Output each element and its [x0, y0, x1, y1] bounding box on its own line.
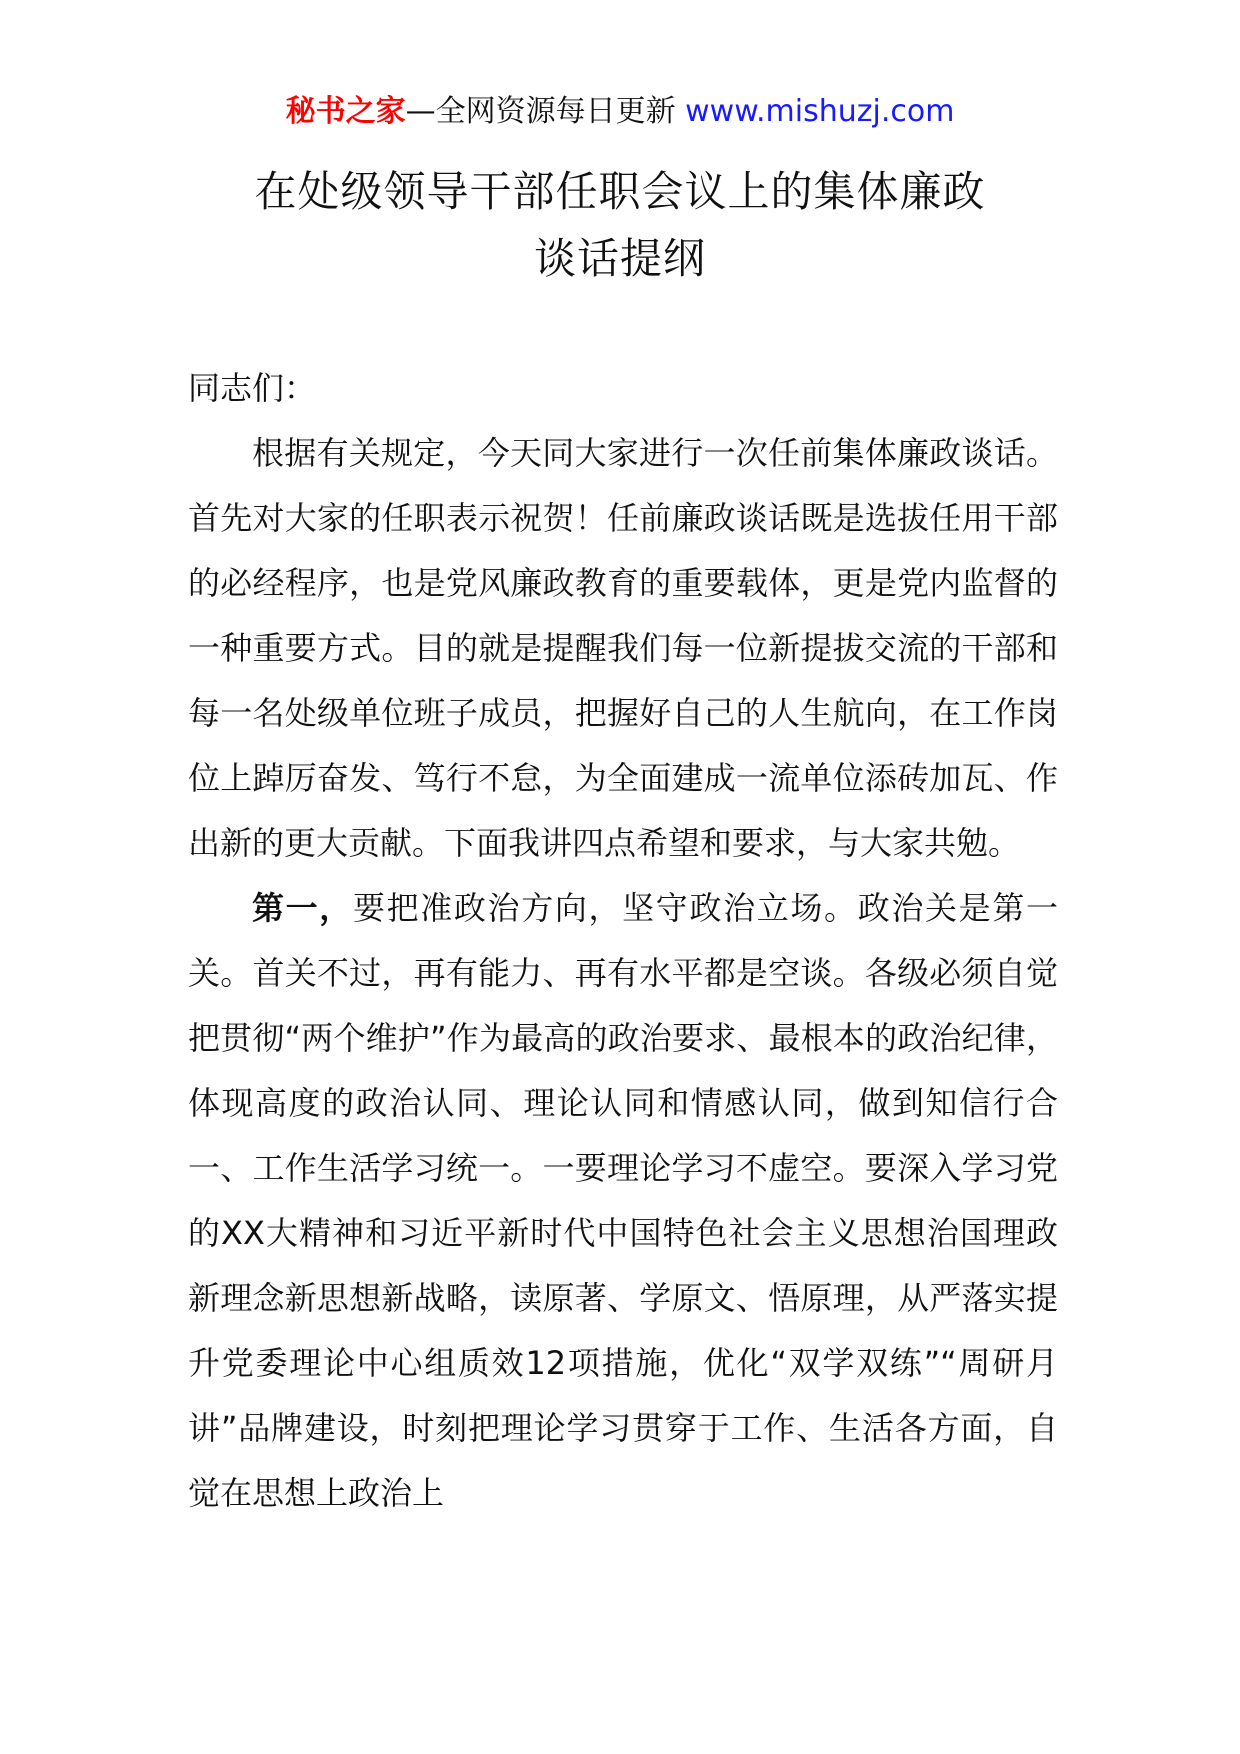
document-title-line-1: 在处级领导干部任职会议上的集体廉政 [254, 167, 986, 216]
document-title-line-2: 谈话提纲 [533, 234, 706, 283]
paragraph-2-heading: 要把准政治方向，坚守政治立场。 [352, 889, 858, 927]
paragraph-1: 根据有关规定，今天同大家进行一次任前集体廉政谈话。首先对大家的任职表示祝贺！任前廉政谈话既是选拔任用干部的必经程序，也是党风廉政教育的重要载体，更是党内监督的一种重要方式。目的就是提醒我们每一位新提拔交流的干部和每一名处级单位班子成员，把握好自己的人生航向，在工作岗位上踔厉奋发、笃行不怠，为全面建成一流单位添砖加瓦、作出新的更大贡献。下面我讲四点希望和要求，与大家共勉。 [188, 434, 1058, 862]
salutation: 同志们： [188, 369, 317, 407]
site-header [0, 92, 1240, 132]
header-tagline: —全网资源每日更新 [405, 94, 676, 129]
paragraph-2-text: 政治关是第一关。首关不过，再有能力、再有水平都是空谈。各级必须自觉把贯彻“两个维护”作为最高的政治要求、最根本的政治纪律，体现高度的政治认同、理论认同和情感认同，做到知信行合一、工作生活学习统一。一要理论学习不虚空。要深入学习党的XX大精神和习近平新时代中国特色社会主义思想治国理政新理念新思想新战略，读原著、学原文、悟原理，从严落实提升党委理论中心组质效12项措施，优化“双学双练”“周研月讲”品牌建设，时刻把理论学习贯穿于工作、生活各方面，自觉在思想上政治上 [188, 889, 1058, 1512]
paragraph-2 [188, 876, 1058, 1526]
brand-name: 秘书之家 [285, 94, 406, 129]
paragraph-2-lead: 第一， [252, 889, 353, 927]
document-body [188, 356, 1058, 1526]
document-title [190, 158, 1050, 292]
site-url-link[interactable]: www.mishuzj.com [685, 94, 955, 129]
